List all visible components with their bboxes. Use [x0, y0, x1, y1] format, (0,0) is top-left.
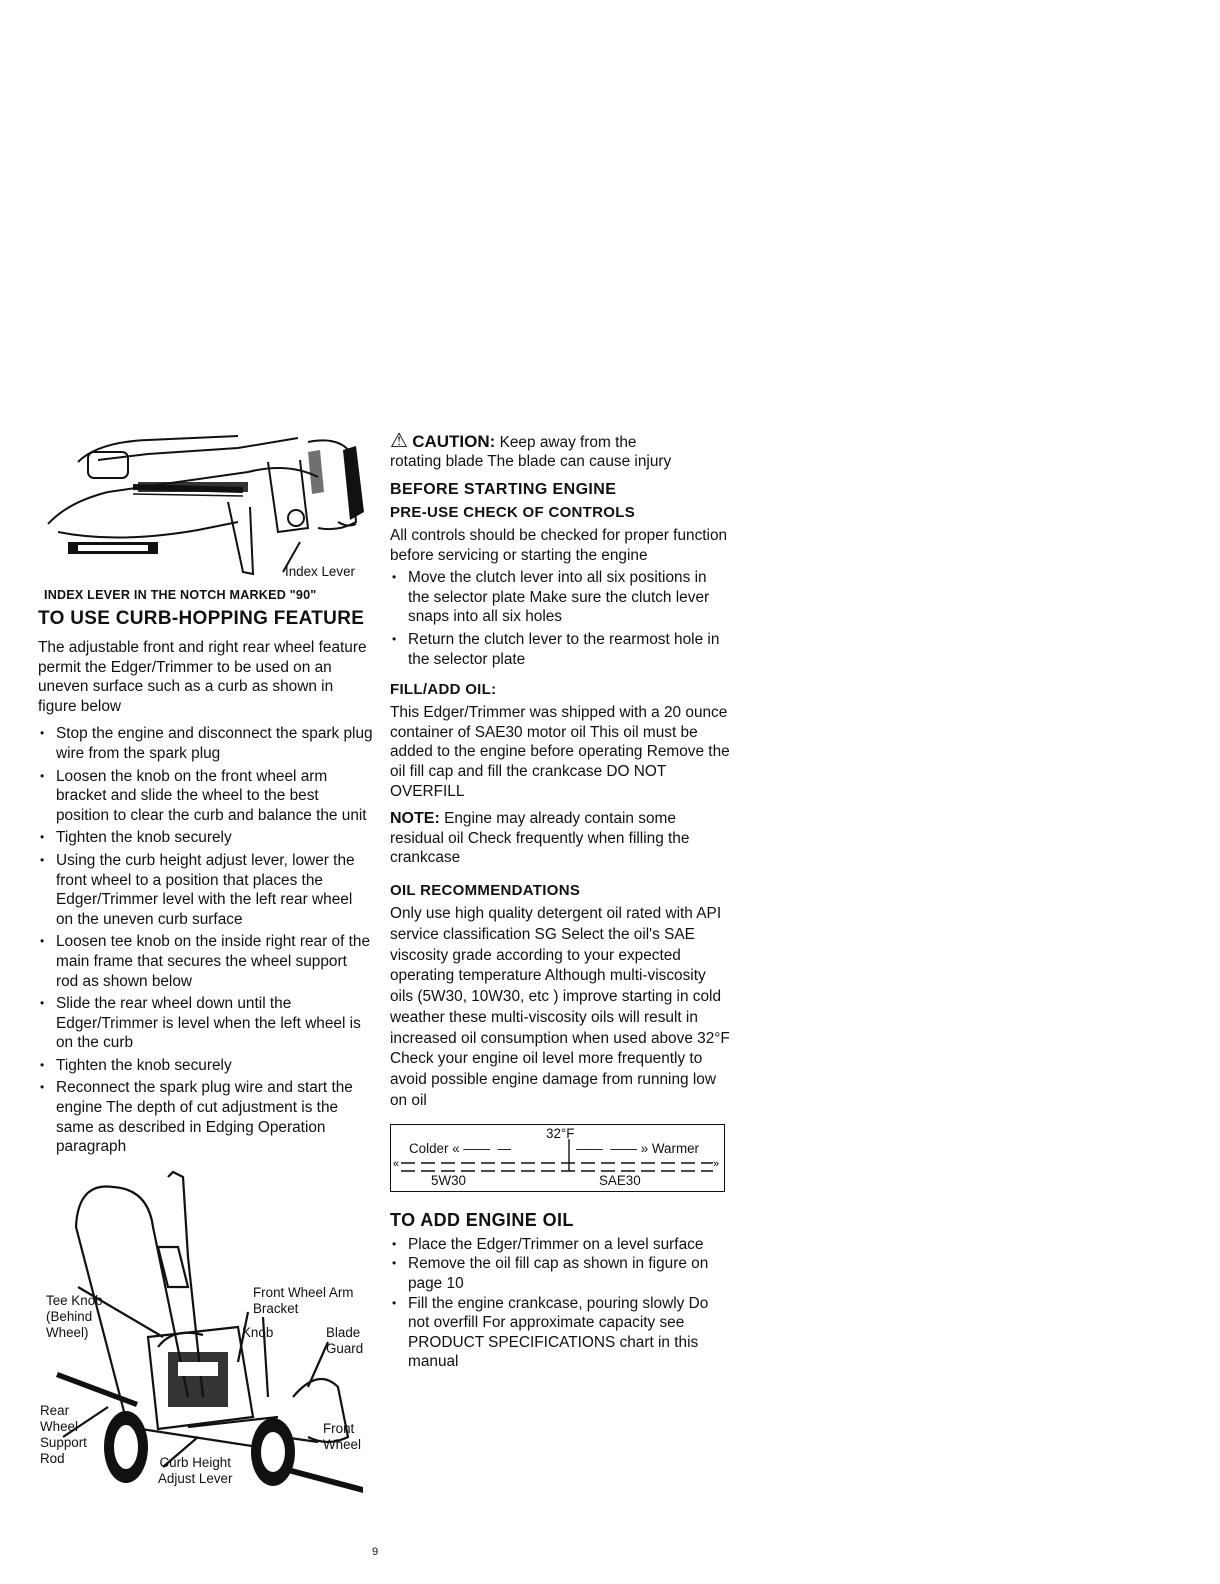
list-item: • Using the curb height adjust lever, lower the front wheel to a position that places the Edger/Trimmer level with the left rear wheel on the uneven curb surface	[38, 851, 373, 929]
page-number: 9	[372, 1546, 379, 1558]
rear-wheel-label: Rear Wheel Support Rod	[40, 1402, 87, 1466]
list-item: • Slide the rear wheel down until the Edger/Trimmer is level when the left wheel is on the curb	[38, 994, 373, 1053]
list-item: • Fill the engine crankcase, pouring slowly Do not overfill For approximate capacity see PRODUCT SPECIFICATIONS chart in this manual	[390, 1294, 730, 1372]
fill-oil-heading: FILL/ADD OIL:	[390, 681, 497, 699]
index-lever-illustration	[38, 432, 368, 584]
caution-text-line2: rotating blade The blade can cause injury	[390, 453, 672, 470]
svg-text:»: »	[713, 1157, 720, 1170]
oil-recommendations-heading: OIL RECOMMENDATIONS	[390, 881, 581, 899]
pre-use-intro: All controls should be checked for proper function before servicing or starting the engine	[390, 527, 728, 564]
list-item: • Reconnect the spark plug wire and start the engine The depth of cut adjustment is the same as described in Edging Operation paragraph	[38, 1078, 373, 1156]
list-item: • Stop the engine and disconnect the spark plug wire from the spark plug	[38, 724, 373, 763]
front-wheel-arm-label: Front Wheel Arm Bracket	[253, 1284, 354, 1316]
viscosity-high-grade: SAE30	[599, 1172, 641, 1188]
list-item: • Move the clutch lever into all six positions in the selector plate Make sure the clutch lever snaps into all six holes	[390, 568, 730, 627]
add-engine-oil-heading: TO ADD ENGINE OIL	[390, 1209, 574, 1230]
note-label: NOTE:	[390, 810, 440, 828]
pre-use-check-heading: PRE-USE CHECK OF CONTROLS	[390, 504, 636, 521]
index-lever-caption: INDEX LEVER IN THE NOTCH MARKED "90"	[44, 588, 317, 602]
blade-guard-label: Blade Guard	[326, 1324, 364, 1356]
oil-recommendations-text: Only use high quality detergent oil rated with API service classification SG Select the oil's SAE viscosity grade according to your expected operating temperature Although multi-viscosity oils (5W30, 10W30, etc ) improve starting in cold weather these multi-viscosity oils will result in increased oil consumption when used above 32°F Check your engine oil level more frequently to avoid possible engine damage from running low on oil	[390, 904, 730, 1110]
list-item: • Place the Edger/Trimmer on a level surface	[390, 1235, 730, 1255]
list-item: • Loosen tee knob on the inside right rear of the main frame that secures the wheel support rod as shown below	[38, 932, 373, 991]
edger-figure	[38, 1167, 373, 1512]
curb-height-label: Curb Height Adjust Lever	[158, 1454, 233, 1486]
index-lever-label: Index Lever	[285, 564, 355, 579]
left-column	[38, 432, 373, 1512]
list-item: • Return the clutch lever to the rearmost hole in the selector plate	[390, 630, 730, 669]
viscosity-low-grade: 5W30	[431, 1172, 466, 1188]
svg-text:«: «	[393, 1157, 400, 1170]
front-wheel-label: Front Wheel	[323, 1420, 361, 1452]
before-starting-heading: BEFORE STARTING ENGINE	[390, 481, 617, 498]
viscosity-temp: 32°F	[546, 1125, 575, 1141]
caution-block	[390, 432, 730, 471]
list-item: • Tighten the knob securely	[38, 1056, 373, 1076]
curb-hopping-steps	[38, 724, 373, 1156]
add-oil-steps	[390, 1235, 730, 1372]
right-column	[390, 432, 730, 1372]
caution-title: CAUTION:	[412, 432, 496, 451]
fill-oil-text: This Edger/Trimmer was shipped with a 20 ounce container of SAE30 motor oil This oil must be added to the engine before operating Remove the oil fill cap and fill the crankcase DO NOT OVERFILL	[390, 704, 730, 800]
list-item: • Remove the oil fill cap as shown in figure on page 10	[390, 1254, 730, 1293]
list-item: • Loosen the knob on the front wheel arm bracket and slide the wheel to the best position to clear the curb and balance the unit	[38, 767, 373, 826]
warning-triangle-icon: ⚠	[390, 430, 408, 452]
viscosity-warmer: —— —— » Warmer	[576, 1140, 700, 1156]
viscosity-chart	[390, 1124, 725, 1192]
note-paragraph	[390, 809, 730, 868]
curb-hopping-intro: The adjustable front and right rear wheel feature permit the Edger/Trimmer to be used on an uneven surface such as a curb as shown in figure below	[38, 639, 367, 715]
knob-label: Knob	[242, 1324, 274, 1340]
index-lever-figure	[38, 432, 368, 584]
pre-use-steps	[390, 568, 730, 669]
tee-knob-label: Tee Knob (Behind Wheel)	[46, 1292, 103, 1340]
list-item: • Tighten the knob securely	[38, 828, 373, 848]
note-text: Engine may already contain some residual oil Check frequently when filling the crankcase	[390, 810, 690, 867]
curb-hopping-heading: TO USE CURB-HOPPING FEATURE	[38, 608, 365, 629]
caution-text-line1: Keep away from the	[499, 434, 637, 451]
viscosity-colder: Colder « —— —	[409, 1140, 511, 1156]
